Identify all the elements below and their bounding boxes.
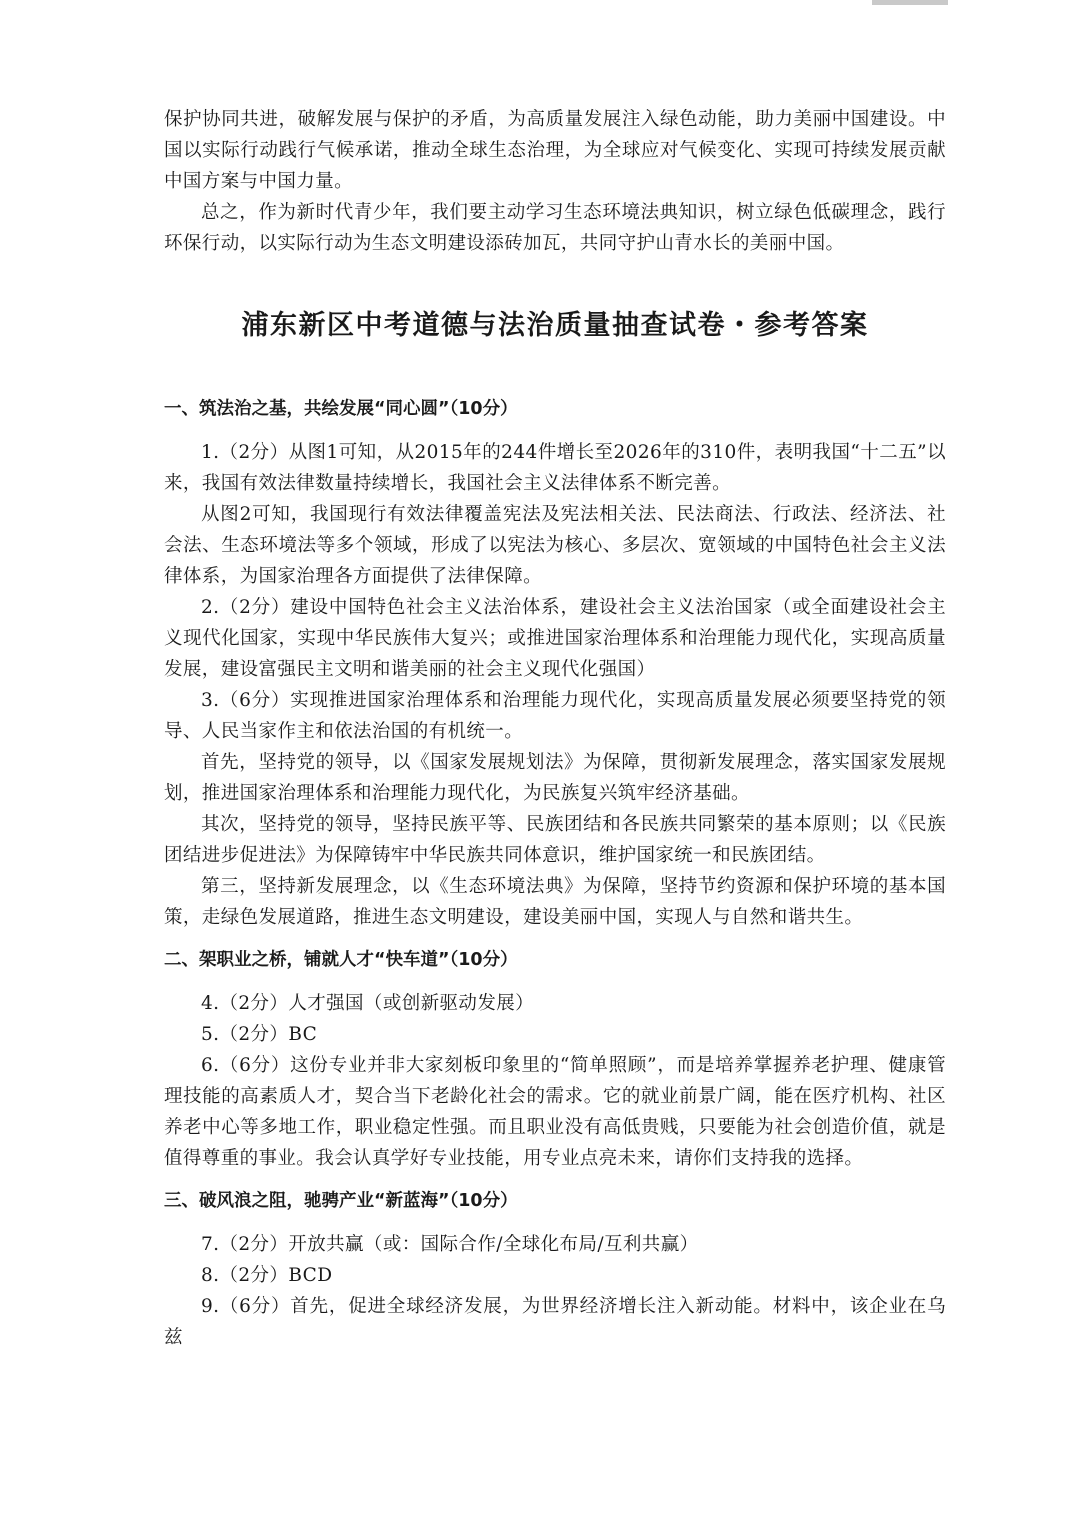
answer-paragraph: 4.（2分）人才强国（或创新驱动发展） <box>201 993 535 1014</box>
intro-paragraph-continued: 保护协同共进，破解发展与保护的矛盾，为高质量发展注入绿色动能，助力美丽中国建设。中国以实际行动践行气候承诺，推动全球生态治理，为全球应对气候变化、实现可持续发展贡献中国方案与中国力量。 <box>164 109 946 192</box>
answer-paragraph: 6.（6分）这份专业并非大家刻板印象里的“简单照顾”，而是培养掌握养老护理、健康管理技能的高素质人才，契合当下老龄化社会的需求。它的就业前景广阔，能在医疗机构、社区养老中心等多地工作，职业稳定性强。而且职业没有高低贵贱，只要能为社会创造价值，就是值得尊重的事业。我会认真学好专业技能，用专业点亮未来，请你们支持我的选择。 <box>164 1055 946 1169</box>
answer-paragraph: 8.（2分）BCD <box>201 1265 333 1286</box>
answer-paragraph: 2.（2分）建设中国特色社会主义法治体系，建设社会主义法治国家（或全面建设社会主义现代化国家，实现中华民族伟大复兴；或推进国家治理体系和治理能力现代化，实现高质量发展，建设富强民主文明和谐美丽的社会主义现代化强国） <box>164 597 946 680</box>
section-heading: 一、筑法治之基，共绘发展“同心圆”（10分） <box>164 399 518 419</box>
section-2 <box>164 945 946 1174</box>
answer-paragraph: 从图2可知，我国现行有效法律覆盖宪法及宪法相关法、民法商法、行政法、经济法、社会法、生态环境法等多个领域，形成了以宪法为核心、多层次、宽领域的中国特色社会主义法律体系，为国家治理各方面提供了法律保障。 <box>164 504 946 587</box>
section-heading: 二、架职业之桥，铺就人才“快车道”（10分） <box>164 950 518 970</box>
section-1 <box>164 394 946 933</box>
answer-paragraph: 9.（6分）首先，促进全球经济发展，为世界经济增长注入新动能。材料中，该企业在乌兹 <box>164 1296 946 1348</box>
answer-paragraph: 1.（2分）从图1可知，从2015年的244件增长至2026年的310件，表明我国“十二五”以来，我国有效法律数量持续增长，我国社会主义法律体系不断完善。 <box>164 442 946 494</box>
section-3 <box>164 1186 946 1353</box>
scan-edge-mark <box>872 0 948 5</box>
document-page <box>164 104 946 1353</box>
answer-paragraph: 5.（2分）BC <box>201 1024 318 1045</box>
answer-paragraph: 第三，坚持新发展理念，以《生态环境法典》为保障，坚持节约资源和保护环境的基本国策，走绿色发展道路，推进生态文明建设，建设美丽中国，实现人与自然和谐共生。 <box>164 876 946 928</box>
answer-paragraph: 其次，坚持党的领导，坚持民族平等、民族团结和各民族共同繁荣的基本原则；以《民族团结进步促进法》为保障铸牢中华民族共同体意识，维护国家统一和民族团结。 <box>164 814 946 866</box>
section-heading: 三、破风浪之阻，驰骋产业“新蓝海”（10分） <box>164 1191 518 1211</box>
answer-paragraph: 首先，坚持党的领导，以《国家发展规划法》为保障，贯彻新发展理念，落实国家发展规划，推进国家治理体系和治理能力现代化，为民族复兴筑牢经济基础。 <box>164 752 946 804</box>
answer-paragraph: 3.（6分）实现推进国家治理体系和治理能力现代化，实现高质量发展必须要坚持党的领导、人民当家作主和依法治国的有机统一。 <box>164 690 946 742</box>
answer-paragraph: 7.（2分）开放共赢（或：国际合作/全球化布局/互利共赢） <box>201 1234 699 1255</box>
intro-paragraph-conclusion: 总之，作为新时代青少年，我们要主动学习生态环境法典知识，树立绿色低碳理念，践行环保行动，以实际行动为生态文明建设添砖加瓦，共同守护山青水长的美丽中国。 <box>164 202 946 254</box>
document-title: 浦东新区中考道德与法治质量抽查试卷・参考答案 <box>241 310 869 341</box>
